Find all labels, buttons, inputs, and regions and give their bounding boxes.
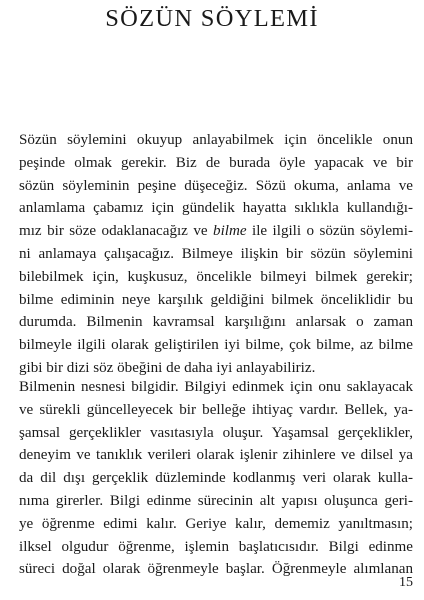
text-line: mız bir söze odaklanacağız ve bilme ile ilgili o sözün söylemi- (19, 223, 413, 240)
text-line: da dil dışı gerçeklik düzleminde kodlanmış veri olarak kulla- (19, 470, 413, 487)
text-line: Sözün söylemini okuyup anlayabilmek için öncelikle onun (19, 132, 413, 148)
text-line: ye öğrenme edimi kalır. Geriye kalır, dememiz yanıltmasın; (19, 515, 413, 532)
text-line: şamsal gerçeklikler vasıtasıyla oluşur. Yaşamsal gerçeklikler, (19, 424, 413, 441)
text-line: nıma girerler. Bilgi edinme sürecinin alt yapısı oluşunca geri- (19, 492, 413, 509)
emphasis-word: bilme (213, 223, 247, 240)
paragraph-1 (19, 129, 413, 380)
text-line: ni anlamaya çalışacağız. Bilmeye ilişkin bir sözün söylemini (19, 245, 413, 262)
text-line: bilme ediminin neye karşılık geldiğini bilmek önceliklidir bu (19, 291, 413, 308)
text-line: durumda. Bilmenin kavramsal karşılığını anlarsak o zaman (19, 314, 413, 331)
text-line: süreci doğal olarak öğrenmeyle başlar. Öğrenmeyle alımlanan (19, 561, 413, 578)
text-line: peşinde olmak gerekir. Biz de burada öyle yapacak ve bir (19, 154, 413, 171)
text-line: gibi bir dizi söz öbeğini de daha iyi anlayabiliriz. (19, 359, 316, 376)
page-number: 15 (399, 575, 413, 590)
text-line: ve sürekli güncelleyecek bir belleğe ihtiyaç vardır. Bellek, ya- (19, 401, 413, 418)
text-line: bilebilmek için, kuşkusuz, öncelikle bilmeyi bilmek gerekir; (19, 268, 413, 285)
text-line: deneyim ve tanıklık verileri olarak işlenir zihinlere ve dilsel ya (19, 447, 413, 464)
text-line: sözün söyleminin peşine düşeceğiz. Sözü okuma, anlama ve (19, 177, 413, 194)
chapter-title: SÖZÜN SÖYLEMİ (105, 5, 319, 32)
text-line: ilksel olgudur öğrenme, işlemin başlatıcısıdır. Bilgi edinme (19, 538, 413, 555)
text-line: anlamlama çabamız için gündelik hayatta sıklıkla kullandığı- (19, 200, 413, 217)
text-line: bilmeyle ilgili olarak geliştirilen iyi bilme, çok bilme, az bilme (19, 337, 413, 354)
text-line: Bilmenin nesnesi bilgidir. Bilgiyi edinmek için onu saklayacak (19, 379, 413, 395)
paragraph-2 (19, 376, 413, 581)
